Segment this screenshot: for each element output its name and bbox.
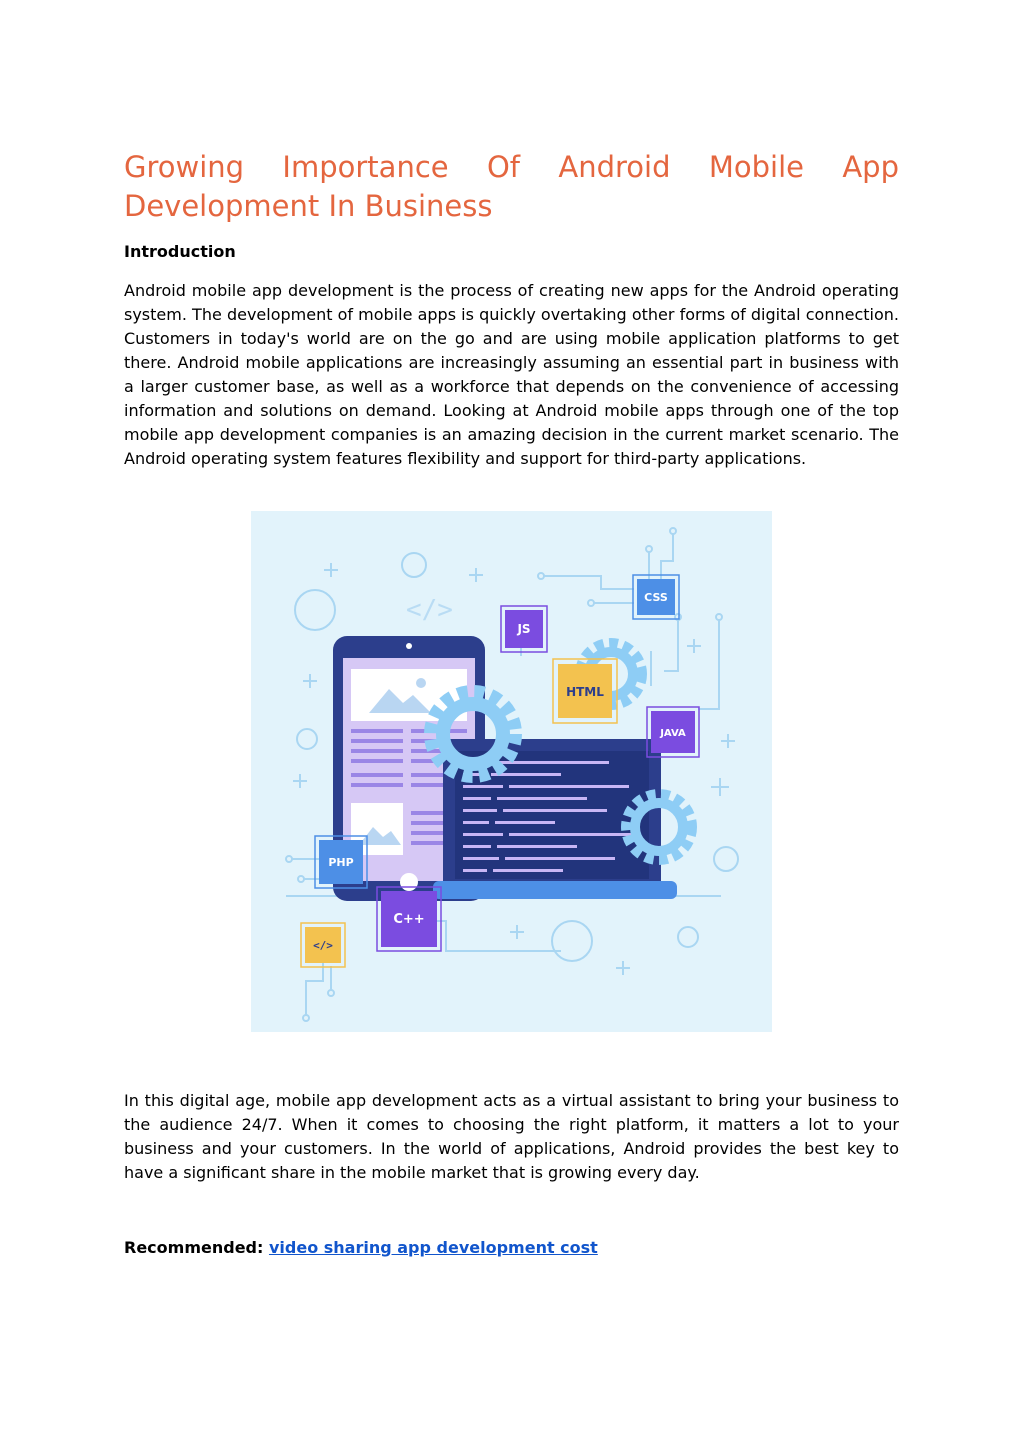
js-tag: [501, 606, 547, 652]
page-title: [124, 148, 899, 226]
recommended-line: [124, 1237, 598, 1259]
svg-text:JS: JS: [517, 622, 531, 636]
cpp-tag: [377, 887, 441, 951]
svg-text:</>: </>: [313, 939, 333, 952]
recommended-link[interactable]: video sharing app development cost: [268, 1238, 598, 1257]
svg-text:HTML: HTML: [566, 685, 604, 699]
java-tag: [647, 707, 699, 757]
illustration-svg: [251, 511, 772, 1032]
intro-paragraph: Android mobile app development is the process of creating new apps for the Android operating system. The development of mobile apps is quickly overtaking other forms of digital connection. Customers in today's world are on the go and are using mobile application platforms to get there. Android mobile applications are increasingly assuming an essential part in business with a larger customer base, as well as a workforce that depends on the convenience of accessing information and solutions on demand. Looking at Android mobile apps through one of the top mobile app development companies is an amazing decision in the current market scenario. The Android operating system features flexibility and support for third-party applications.: [124, 281, 899, 468]
title-line-2: Development In Business: [124, 189, 493, 223]
svg-text:PHP: PHP: [328, 856, 354, 869]
svg-text:JAVA: JAVA: [660, 728, 686, 739]
code-tag-small: [301, 923, 345, 967]
php-tag: [315, 836, 367, 888]
code-brackets-icon: </>: [406, 595, 453, 625]
html-tag: [553, 659, 617, 723]
digital-age-paragraph: In this digital age, mobile app development acts as a virtual assistant to bring your business to the audience 24/7. When it comes to choosing the right platform, it matters a lot to your business and your customers. In the world of applications, Android provides the best key to have a significant share in the mobile market that is growing every day.: [124, 1091, 899, 1182]
recommended-label: Recommended:: [124, 1238, 264, 1257]
css-tag: [633, 575, 679, 619]
svg-text:CSS: CSS: [644, 591, 668, 604]
svg-text:C++: C++: [393, 912, 425, 927]
title-line-1: Growing Importance Of Android Mobile App: [124, 150, 899, 184]
introduction-heading: Introduction: [124, 242, 236, 261]
app-development-illustration: [251, 511, 772, 1032]
